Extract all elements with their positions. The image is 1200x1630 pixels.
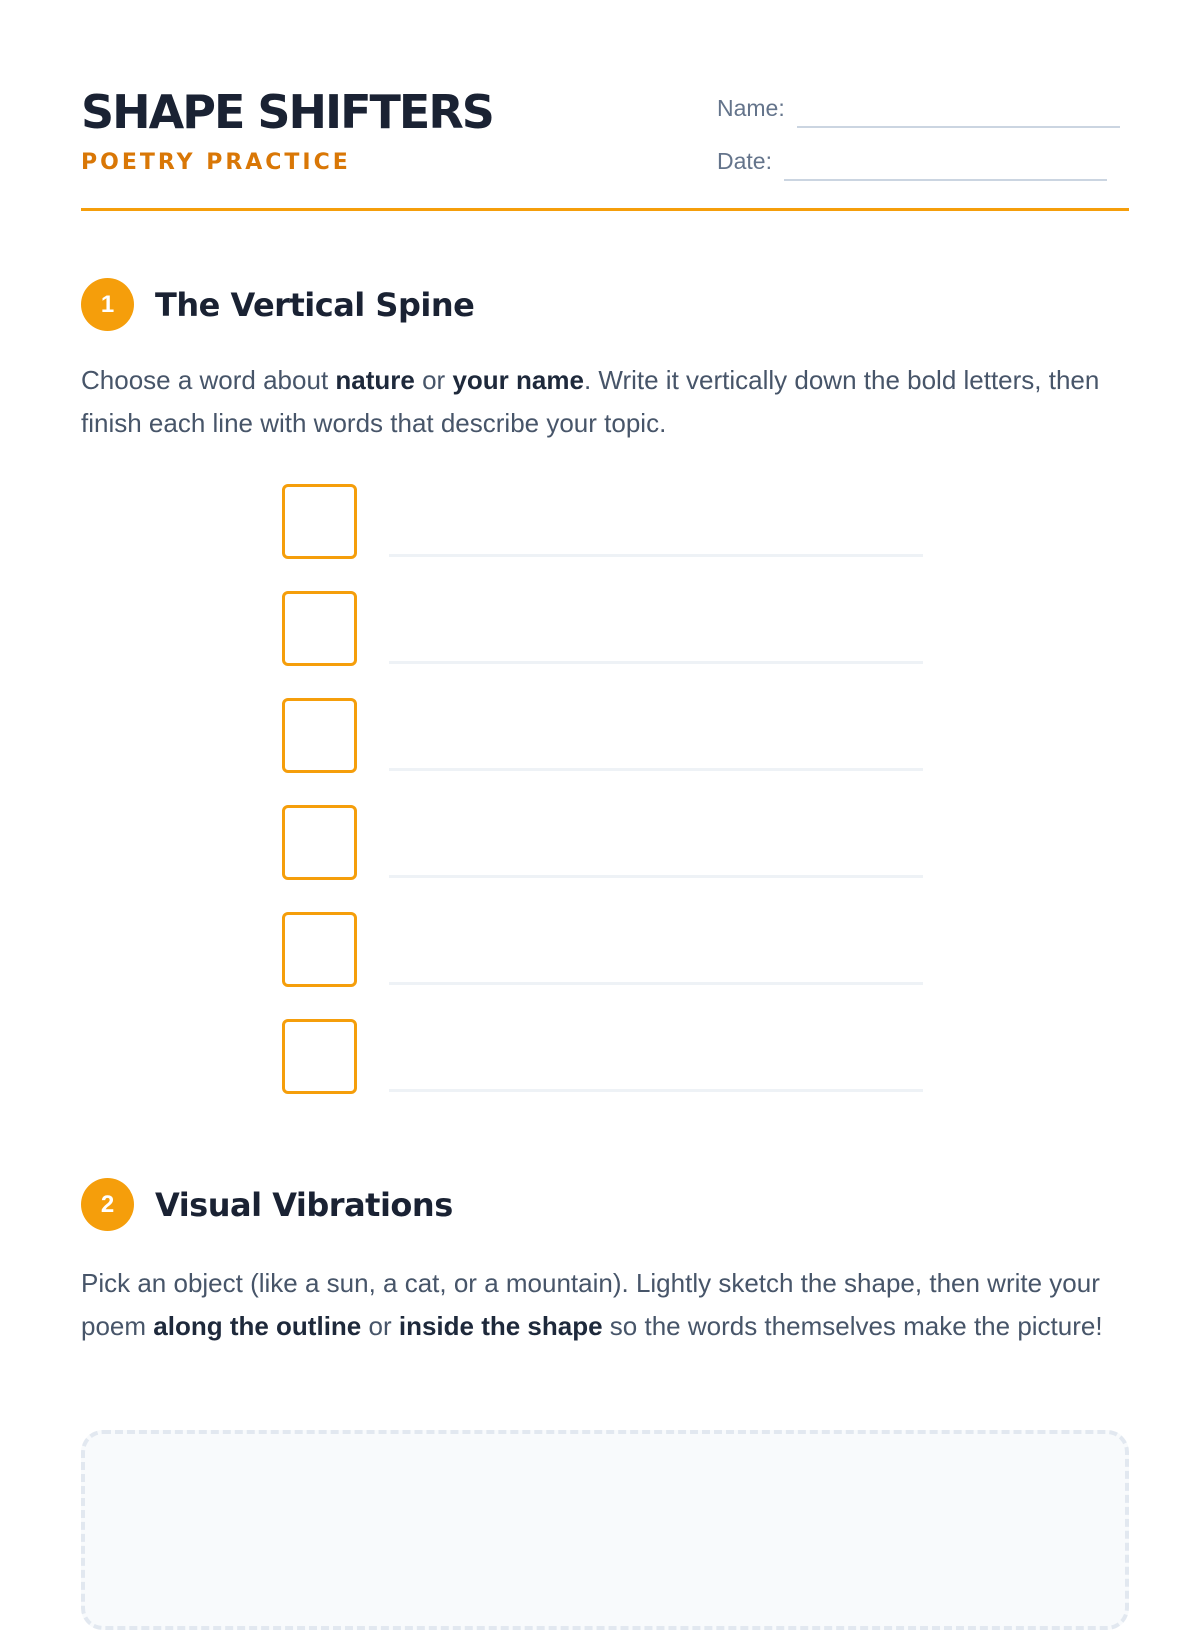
section-title: Visual Vibrations: [155, 1185, 453, 1224]
letter-box[interactable]: [282, 591, 357, 666]
acrostic-row: [282, 1019, 922, 1099]
acrostic-row: [282, 698, 922, 778]
letter-box[interactable]: [282, 912, 357, 987]
writing-line[interactable]: [389, 768, 923, 771]
writing-line[interactable]: [389, 982, 923, 985]
acrostic-row: [282, 912, 922, 992]
date-line[interactable]: [784, 149, 1107, 181]
instruction-emphasis: inside the shape: [398, 1311, 603, 1341]
section-1-header: [81, 278, 474, 331]
section-number-badge: 1: [81, 278, 134, 331]
acrostic-row: [282, 591, 922, 671]
instruction-emphasis: along the outline: [153, 1311, 362, 1341]
instruction-emphasis: your name: [452, 365, 584, 395]
instruction-emphasis: nature: [335, 365, 415, 395]
writing-line[interactable]: [389, 661, 923, 664]
section-2-header: [81, 1178, 453, 1231]
worksheet-page: [81, 0, 1129, 1600]
letter-box[interactable]: [282, 805, 357, 880]
drawing-area[interactable]: [81, 1430, 1129, 1630]
letter-box[interactable]: [282, 698, 357, 773]
instruction-text: or: [361, 1311, 399, 1341]
instruction-text: . Write it vertically down the bold letters, then finish each line with words that describe your topic.: [81, 365, 1100, 438]
acrostic-row: [282, 805, 922, 885]
instruction-text: or: [414, 365, 453, 395]
letter-box[interactable]: [282, 484, 357, 559]
writing-line[interactable]: [389, 554, 923, 557]
acrostic-row: [282, 484, 922, 564]
header-divider: [81, 208, 1129, 211]
section-title: The Vertical Spine: [155, 285, 475, 324]
name-label: Name:: [717, 95, 785, 121]
date-label: Date:: [717, 148, 772, 174]
section-1-instructions: [81, 359, 1129, 445]
instruction-text: Choose a word about: [81, 365, 336, 395]
instruction-text: Pick an object (like a sun, a cat, or a mountain). Lightly sketch the shape, then write your poem: [81, 1268, 1100, 1341]
worksheet-title: SHAPE SHIFTERS: [81, 85, 493, 139]
name-field[interactable]: [717, 88, 1120, 128]
letter-box[interactable]: [282, 1019, 357, 1094]
name-line[interactable]: [797, 96, 1120, 128]
section-2-instructions: [81, 1262, 1129, 1348]
instruction-text: so the words themselves make the picture!: [602, 1311, 1103, 1341]
writing-line[interactable]: [389, 875, 923, 878]
writing-line[interactable]: [389, 1089, 923, 1092]
worksheet-subtitle: POETRY PRACTICE: [81, 150, 351, 175]
section-number-badge: 2: [81, 1178, 134, 1231]
date-field[interactable]: [717, 141, 1107, 181]
